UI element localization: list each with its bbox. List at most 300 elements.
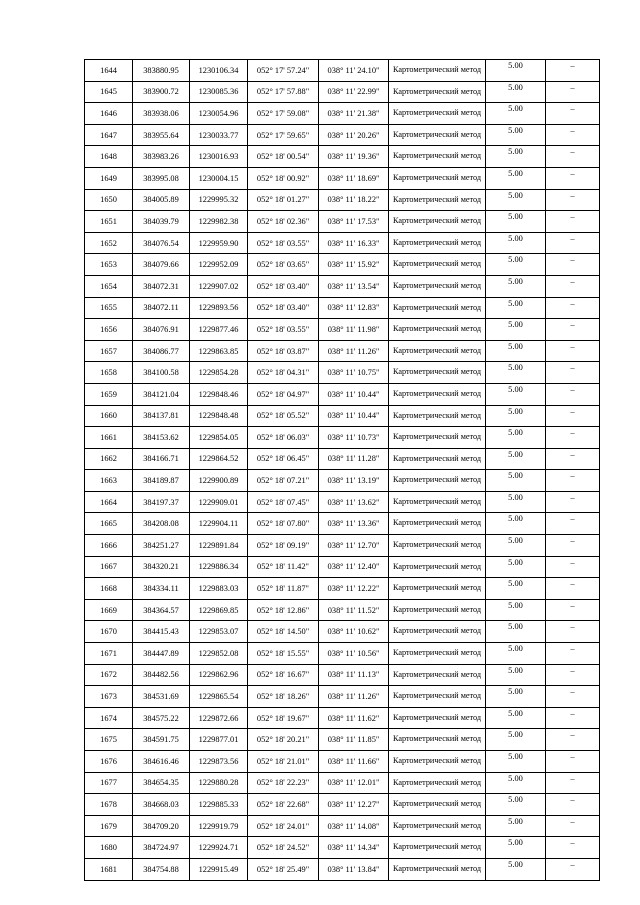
coord-y-cell: 1229886.34 bbox=[190, 556, 248, 578]
latitude-cell: 052° 18' 24.01" bbox=[248, 815, 319, 837]
accuracy-cell: 5.00 bbox=[486, 427, 546, 449]
table-row bbox=[85, 837, 600, 859]
accuracy-cell: 5.00 bbox=[486, 621, 546, 643]
coord-x-cell: 384334.11 bbox=[133, 578, 190, 600]
longitude-cell: 038° 11' 11.98" bbox=[319, 319, 389, 341]
longitude-cell: 038° 11' 18.69" bbox=[319, 167, 389, 189]
point-number-cell: 1661 bbox=[85, 427, 133, 449]
table-row bbox=[85, 60, 600, 82]
longitude-cell: 038° 11' 10.75" bbox=[319, 362, 389, 384]
coord-y-cell: 1229873.56 bbox=[190, 751, 248, 773]
note-cell: – bbox=[546, 535, 600, 557]
coord-y-cell: 1229995.32 bbox=[190, 189, 248, 211]
point-number-cell: 1674 bbox=[85, 707, 133, 729]
point-number-cell: 1657 bbox=[85, 340, 133, 362]
method-cell: Картометрический метод bbox=[389, 815, 486, 837]
table-row bbox=[85, 405, 600, 427]
accuracy-cell: 5.00 bbox=[486, 707, 546, 729]
point-number-cell: 1651 bbox=[85, 211, 133, 233]
table-row bbox=[85, 470, 600, 492]
coord-x-cell: 384575.22 bbox=[133, 707, 190, 729]
note-cell: – bbox=[546, 858, 600, 880]
method-cell: Картометрический метод bbox=[389, 556, 486, 578]
method-cell: Картометрический метод bbox=[389, 254, 486, 276]
note-cell: – bbox=[546, 599, 600, 621]
method-cell: Картометрический метод bbox=[389, 686, 486, 708]
note-cell: – bbox=[546, 491, 600, 513]
note-cell: – bbox=[546, 837, 600, 859]
coord-y-cell: 1229862.96 bbox=[190, 664, 248, 686]
method-cell: Картометрический метод bbox=[389, 621, 486, 643]
latitude-cell: 052° 18' 03.87" bbox=[248, 340, 319, 362]
method-cell: Картометрический метод bbox=[389, 211, 486, 233]
latitude-cell: 052° 18' 03.65" bbox=[248, 254, 319, 276]
point-number-cell: 1669 bbox=[85, 599, 133, 621]
coord-y-cell: 1230016.93 bbox=[190, 146, 248, 168]
coord-y-cell: 1229872.66 bbox=[190, 707, 248, 729]
longitude-cell: 038° 11' 12.22" bbox=[319, 578, 389, 600]
table-row bbox=[85, 578, 600, 600]
coord-x-cell: 383900.72 bbox=[133, 81, 190, 103]
table-row bbox=[85, 535, 600, 557]
point-number-cell: 1680 bbox=[85, 837, 133, 859]
accuracy-cell: 5.00 bbox=[486, 275, 546, 297]
longitude-cell: 038° 11' 17.53" bbox=[319, 211, 389, 233]
coord-x-cell: 384415.43 bbox=[133, 621, 190, 643]
note-cell: – bbox=[546, 686, 600, 708]
latitude-cell: 052° 18' 01.27" bbox=[248, 189, 319, 211]
point-number-cell: 1663 bbox=[85, 470, 133, 492]
note-cell: – bbox=[546, 707, 600, 729]
coord-y-cell: 1229880.28 bbox=[190, 772, 248, 794]
point-number-cell: 1644 bbox=[85, 60, 133, 82]
latitude-cell: 052° 18' 07.45" bbox=[248, 491, 319, 513]
accuracy-cell: 5.00 bbox=[486, 297, 546, 319]
point-number-cell: 1670 bbox=[85, 621, 133, 643]
latitude-cell: 052° 18' 04.31" bbox=[248, 362, 319, 384]
note-cell: – bbox=[546, 643, 600, 665]
latitude-cell: 052° 18' 16.67" bbox=[248, 664, 319, 686]
table-row bbox=[85, 146, 600, 168]
longitude-cell: 038° 11' 11.62" bbox=[319, 707, 389, 729]
accuracy-cell: 5.00 bbox=[486, 578, 546, 600]
note-cell: – bbox=[546, 427, 600, 449]
latitude-cell: 052° 18' 02.36" bbox=[248, 211, 319, 233]
table-row bbox=[85, 254, 600, 276]
coord-y-cell: 1229865.54 bbox=[190, 686, 248, 708]
latitude-cell: 052° 18' 00.54" bbox=[248, 146, 319, 168]
method-cell: Картометрический метод bbox=[389, 319, 486, 341]
point-number-cell: 1646 bbox=[85, 103, 133, 125]
coord-x-cell: 384076.54 bbox=[133, 232, 190, 254]
point-number-cell: 1672 bbox=[85, 664, 133, 686]
accuracy-cell: 5.00 bbox=[486, 167, 546, 189]
accuracy-cell: 5.00 bbox=[486, 751, 546, 773]
method-cell: Картометрический метод bbox=[389, 513, 486, 535]
method-cell: Картометрический метод bbox=[389, 707, 486, 729]
table-row bbox=[85, 513, 600, 535]
accuracy-cell: 5.00 bbox=[486, 405, 546, 427]
method-cell: Картометрический метод bbox=[389, 470, 486, 492]
coord-y-cell: 1229869.85 bbox=[190, 599, 248, 621]
method-cell: Картометрический метод bbox=[389, 427, 486, 449]
longitude-cell: 038° 11' 16.33" bbox=[319, 232, 389, 254]
point-number-cell: 1676 bbox=[85, 751, 133, 773]
accuracy-cell: 5.00 bbox=[486, 448, 546, 470]
coord-y-cell: 1229907.02 bbox=[190, 275, 248, 297]
longitude-cell: 038° 11' 13.84" bbox=[319, 858, 389, 880]
latitude-cell: 052° 18' 04.97" bbox=[248, 383, 319, 405]
method-cell: Картометрический метод bbox=[389, 340, 486, 362]
coord-y-cell: 1229852.08 bbox=[190, 643, 248, 665]
coord-x-cell: 384724.97 bbox=[133, 837, 190, 859]
method-cell: Картометрический метод bbox=[389, 60, 486, 82]
coord-y-cell: 1229848.48 bbox=[190, 405, 248, 427]
coord-x-cell: 384754.88 bbox=[133, 858, 190, 880]
coord-x-cell: 383938.06 bbox=[133, 103, 190, 125]
point-number-cell: 1662 bbox=[85, 448, 133, 470]
note-cell: – bbox=[546, 815, 600, 837]
method-cell: Картометрический метод bbox=[389, 167, 486, 189]
coord-x-cell: 384709.20 bbox=[133, 815, 190, 837]
note-cell: – bbox=[546, 146, 600, 168]
method-cell: Картометрический метод bbox=[389, 103, 486, 125]
longitude-cell: 038° 11' 13.54" bbox=[319, 275, 389, 297]
accuracy-cell: 5.00 bbox=[486, 254, 546, 276]
accuracy-cell: 5.00 bbox=[486, 211, 546, 233]
latitude-cell: 052° 18' 05.52" bbox=[248, 405, 319, 427]
coord-x-cell: 384076.91 bbox=[133, 319, 190, 341]
coord-y-cell: 1229853.07 bbox=[190, 621, 248, 643]
longitude-cell: 038° 11' 11.52" bbox=[319, 599, 389, 621]
coord-x-cell: 383880.95 bbox=[133, 60, 190, 82]
point-number-cell: 1650 bbox=[85, 189, 133, 211]
note-cell: – bbox=[546, 362, 600, 384]
latitude-cell: 052° 18' 09.19" bbox=[248, 535, 319, 557]
point-number-cell: 1660 bbox=[85, 405, 133, 427]
note-cell: – bbox=[546, 578, 600, 600]
method-cell: Картометрический метод bbox=[389, 772, 486, 794]
note-cell: – bbox=[546, 319, 600, 341]
longitude-cell: 038° 11' 10.44" bbox=[319, 383, 389, 405]
table-row bbox=[85, 189, 600, 211]
accuracy-cell: 5.00 bbox=[486, 664, 546, 686]
longitude-cell: 038° 11' 12.27" bbox=[319, 794, 389, 816]
longitude-cell: 038° 11' 12.70" bbox=[319, 535, 389, 557]
table-row bbox=[85, 599, 600, 621]
latitude-cell: 052° 18' 11.87" bbox=[248, 578, 319, 600]
coord-y-cell: 1229893.56 bbox=[190, 297, 248, 319]
note-cell: – bbox=[546, 340, 600, 362]
longitude-cell: 038° 11' 11.28" bbox=[319, 448, 389, 470]
coord-x-cell: 384364.57 bbox=[133, 599, 190, 621]
longitude-cell: 038° 11' 19.36" bbox=[319, 146, 389, 168]
coord-x-cell: 384072.31 bbox=[133, 275, 190, 297]
coord-x-cell: 384197.37 bbox=[133, 491, 190, 513]
accuracy-cell: 5.00 bbox=[486, 470, 546, 492]
coord-x-cell: 384166.71 bbox=[133, 448, 190, 470]
coord-x-cell: 384531.69 bbox=[133, 686, 190, 708]
note-cell: – bbox=[546, 167, 600, 189]
method-cell: Картометрический метод bbox=[389, 189, 486, 211]
note-cell: – bbox=[546, 470, 600, 492]
point-number-cell: 1664 bbox=[85, 491, 133, 513]
table-row bbox=[85, 297, 600, 319]
point-number-cell: 1665 bbox=[85, 513, 133, 535]
coord-x-cell: 384005.89 bbox=[133, 189, 190, 211]
latitude-cell: 052° 18' 22.68" bbox=[248, 794, 319, 816]
accuracy-cell: 5.00 bbox=[486, 232, 546, 254]
accuracy-cell: 5.00 bbox=[486, 513, 546, 535]
point-number-cell: 1653 bbox=[85, 254, 133, 276]
table-row bbox=[85, 232, 600, 254]
longitude-cell: 038° 11' 10.73" bbox=[319, 427, 389, 449]
latitude-cell: 052° 18' 12.86" bbox=[248, 599, 319, 621]
latitude-cell: 052° 18' 14.50" bbox=[248, 621, 319, 643]
table-row bbox=[85, 167, 600, 189]
accuracy-cell: 5.00 bbox=[486, 103, 546, 125]
latitude-cell: 052° 18' 06.03" bbox=[248, 427, 319, 449]
longitude-cell: 038° 11' 14.08" bbox=[319, 815, 389, 837]
latitude-cell: 052° 18' 07.80" bbox=[248, 513, 319, 535]
coord-y-cell: 1229877.01 bbox=[190, 729, 248, 751]
method-cell: Картометрический метод bbox=[389, 383, 486, 405]
table-row bbox=[85, 211, 600, 233]
coord-y-cell: 1229854.05 bbox=[190, 427, 248, 449]
coord-x-cell: 384086.77 bbox=[133, 340, 190, 362]
note-cell: – bbox=[546, 232, 600, 254]
coordinates-table bbox=[84, 59, 600, 881]
latitude-cell: 052° 18' 03.40" bbox=[248, 297, 319, 319]
point-number-cell: 1656 bbox=[85, 319, 133, 341]
note-cell: – bbox=[546, 729, 600, 751]
table-row bbox=[85, 772, 600, 794]
point-number-cell: 1679 bbox=[85, 815, 133, 837]
point-number-cell: 1677 bbox=[85, 772, 133, 794]
latitude-cell: 052° 18' 19.67" bbox=[248, 707, 319, 729]
table-row bbox=[85, 448, 600, 470]
table-row bbox=[85, 556, 600, 578]
point-number-cell: 1655 bbox=[85, 297, 133, 319]
note-cell: – bbox=[546, 513, 600, 535]
method-cell: Картометрический метод bbox=[389, 405, 486, 427]
coord-y-cell: 1230106.34 bbox=[190, 60, 248, 82]
longitude-cell: 038° 11' 11.13" bbox=[319, 664, 389, 686]
method-cell: Картометрический метод bbox=[389, 729, 486, 751]
note-cell: – bbox=[546, 794, 600, 816]
latitude-cell: 052° 18' 20.21" bbox=[248, 729, 319, 751]
latitude-cell: 052° 17' 57.88" bbox=[248, 81, 319, 103]
table-row bbox=[85, 858, 600, 880]
accuracy-cell: 5.00 bbox=[486, 772, 546, 794]
coord-x-cell: 383955.64 bbox=[133, 124, 190, 146]
point-number-cell: 1668 bbox=[85, 578, 133, 600]
latitude-cell: 052° 17' 59.08" bbox=[248, 103, 319, 125]
longitude-cell: 038° 11' 10.56" bbox=[319, 643, 389, 665]
method-cell: Картометрический метод bbox=[389, 794, 486, 816]
coord-x-cell: 384189.87 bbox=[133, 470, 190, 492]
coord-y-cell: 1230033.77 bbox=[190, 124, 248, 146]
coord-x-cell: 384482.56 bbox=[133, 664, 190, 686]
longitude-cell: 038° 11' 11.26" bbox=[319, 340, 389, 362]
accuracy-cell: 5.00 bbox=[486, 643, 546, 665]
latitude-cell: 052° 18' 25.49" bbox=[248, 858, 319, 880]
accuracy-cell: 5.00 bbox=[486, 794, 546, 816]
accuracy-cell: 5.00 bbox=[486, 81, 546, 103]
table-row bbox=[85, 124, 600, 146]
accuracy-cell: 5.00 bbox=[486, 535, 546, 557]
table-row bbox=[85, 427, 600, 449]
point-number-cell: 1647 bbox=[85, 124, 133, 146]
point-number-cell: 1649 bbox=[85, 167, 133, 189]
longitude-cell: 038° 11' 11.26" bbox=[319, 686, 389, 708]
coord-y-cell: 1229848.46 bbox=[190, 383, 248, 405]
coord-y-cell: 1230085.36 bbox=[190, 81, 248, 103]
coord-x-cell: 384079.66 bbox=[133, 254, 190, 276]
coord-y-cell: 1229877.46 bbox=[190, 319, 248, 341]
coord-y-cell: 1229863.85 bbox=[190, 340, 248, 362]
table-row bbox=[85, 664, 600, 686]
table-row bbox=[85, 794, 600, 816]
coord-y-cell: 1229883.03 bbox=[190, 578, 248, 600]
point-number-cell: 1654 bbox=[85, 275, 133, 297]
longitude-cell: 038° 11' 21.38" bbox=[319, 103, 389, 125]
latitude-cell: 052° 18' 18.26" bbox=[248, 686, 319, 708]
point-number-cell: 1666 bbox=[85, 535, 133, 557]
note-cell: – bbox=[546, 751, 600, 773]
latitude-cell: 052° 18' 03.55" bbox=[248, 319, 319, 341]
latitude-cell: 052° 18' 07.21" bbox=[248, 470, 319, 492]
table-row bbox=[85, 362, 600, 384]
longitude-cell: 038° 11' 22.99" bbox=[319, 81, 389, 103]
method-cell: Картометрический метод bbox=[389, 448, 486, 470]
note-cell: – bbox=[546, 297, 600, 319]
point-number-cell: 1652 bbox=[85, 232, 133, 254]
longitude-cell: 038° 11' 15.92" bbox=[319, 254, 389, 276]
coord-x-cell: 383983.26 bbox=[133, 146, 190, 168]
longitude-cell: 038° 11' 12.01" bbox=[319, 772, 389, 794]
table-row bbox=[85, 815, 600, 837]
method-cell: Картометрический метод bbox=[389, 837, 486, 859]
coord-y-cell: 1229885.33 bbox=[190, 794, 248, 816]
point-number-cell: 1667 bbox=[85, 556, 133, 578]
coord-x-cell: 384072.11 bbox=[133, 297, 190, 319]
table-row bbox=[85, 491, 600, 513]
method-cell: Картометрический метод bbox=[389, 362, 486, 384]
coord-y-cell: 1229919.79 bbox=[190, 815, 248, 837]
note-cell: – bbox=[546, 405, 600, 427]
table-row bbox=[85, 340, 600, 362]
table-row bbox=[85, 383, 600, 405]
note-cell: – bbox=[546, 772, 600, 794]
note-cell: – bbox=[546, 189, 600, 211]
coord-x-cell: 384121.04 bbox=[133, 383, 190, 405]
longitude-cell: 038° 11' 11.85" bbox=[319, 729, 389, 751]
point-number-cell: 1681 bbox=[85, 858, 133, 880]
longitude-cell: 038° 11' 14.34" bbox=[319, 837, 389, 859]
method-cell: Картометрический метод bbox=[389, 858, 486, 880]
accuracy-cell: 5.00 bbox=[486, 599, 546, 621]
point-number-cell: 1659 bbox=[85, 383, 133, 405]
note-cell: – bbox=[546, 124, 600, 146]
latitude-cell: 052° 18' 03.55" bbox=[248, 232, 319, 254]
coord-y-cell: 1230054.96 bbox=[190, 103, 248, 125]
note-cell: – bbox=[546, 621, 600, 643]
longitude-cell: 038° 11' 13.36" bbox=[319, 513, 389, 535]
accuracy-cell: 5.00 bbox=[486, 362, 546, 384]
coord-y-cell: 1230004.15 bbox=[190, 167, 248, 189]
table-row bbox=[85, 686, 600, 708]
method-cell: Картометрический метод bbox=[389, 491, 486, 513]
accuracy-cell: 5.00 bbox=[486, 686, 546, 708]
coord-y-cell: 1229864.52 bbox=[190, 448, 248, 470]
table-row bbox=[85, 729, 600, 751]
table-row bbox=[85, 751, 600, 773]
note-cell: – bbox=[546, 556, 600, 578]
accuracy-cell: 5.00 bbox=[486, 383, 546, 405]
coord-y-cell: 1229891.84 bbox=[190, 535, 248, 557]
table-row bbox=[85, 621, 600, 643]
method-cell: Картометрический метод bbox=[389, 664, 486, 686]
table-row bbox=[85, 707, 600, 729]
coord-y-cell: 1229982.38 bbox=[190, 211, 248, 233]
longitude-cell: 038° 11' 18.22" bbox=[319, 189, 389, 211]
longitude-cell: 038° 11' 10.62" bbox=[319, 621, 389, 643]
coord-x-cell: 384039.79 bbox=[133, 211, 190, 233]
latitude-cell: 052° 17' 59.65" bbox=[248, 124, 319, 146]
method-cell: Картометрический метод bbox=[389, 146, 486, 168]
latitude-cell: 052° 17' 57.24" bbox=[248, 60, 319, 82]
coord-y-cell: 1229900.89 bbox=[190, 470, 248, 492]
coord-y-cell: 1229904.11 bbox=[190, 513, 248, 535]
longitude-cell: 038° 11' 13.62" bbox=[319, 491, 389, 513]
longitude-cell: 038° 11' 12.83" bbox=[319, 297, 389, 319]
point-number-cell: 1658 bbox=[85, 362, 133, 384]
table-body bbox=[85, 60, 600, 881]
latitude-cell: 052° 18' 06.45" bbox=[248, 448, 319, 470]
accuracy-cell: 5.00 bbox=[486, 60, 546, 82]
longitude-cell: 038° 11' 11.66" bbox=[319, 751, 389, 773]
accuracy-cell: 5.00 bbox=[486, 319, 546, 341]
point-number-cell: 1673 bbox=[85, 686, 133, 708]
table-row bbox=[85, 643, 600, 665]
coord-y-cell: 1229909.01 bbox=[190, 491, 248, 513]
coord-x-cell: 384591.75 bbox=[133, 729, 190, 751]
accuracy-cell: 5.00 bbox=[486, 837, 546, 859]
accuracy-cell: 5.00 bbox=[486, 340, 546, 362]
latitude-cell: 052° 18' 03.40" bbox=[248, 275, 319, 297]
latitude-cell: 052° 18' 24.52" bbox=[248, 837, 319, 859]
coord-x-cell: 384320.21 bbox=[133, 556, 190, 578]
method-cell: Картометрический метод bbox=[389, 535, 486, 557]
method-cell: Картометрический метод bbox=[389, 643, 486, 665]
table-row bbox=[85, 81, 600, 103]
point-number-cell: 1671 bbox=[85, 643, 133, 665]
latitude-cell: 052° 18' 21.01" bbox=[248, 751, 319, 773]
coord-x-cell: 384654.35 bbox=[133, 772, 190, 794]
note-cell: – bbox=[546, 211, 600, 233]
longitude-cell: 038° 11' 10.44" bbox=[319, 405, 389, 427]
coord-x-cell: 384153.62 bbox=[133, 427, 190, 449]
accuracy-cell: 5.00 bbox=[486, 124, 546, 146]
note-cell: – bbox=[546, 254, 600, 276]
coord-y-cell: 1229959.90 bbox=[190, 232, 248, 254]
coord-x-cell: 384447.89 bbox=[133, 643, 190, 665]
longitude-cell: 038° 11' 20.26" bbox=[319, 124, 389, 146]
coord-x-cell: 384668.03 bbox=[133, 794, 190, 816]
point-number-cell: 1645 bbox=[85, 81, 133, 103]
method-cell: Картометрический метод bbox=[389, 81, 486, 103]
